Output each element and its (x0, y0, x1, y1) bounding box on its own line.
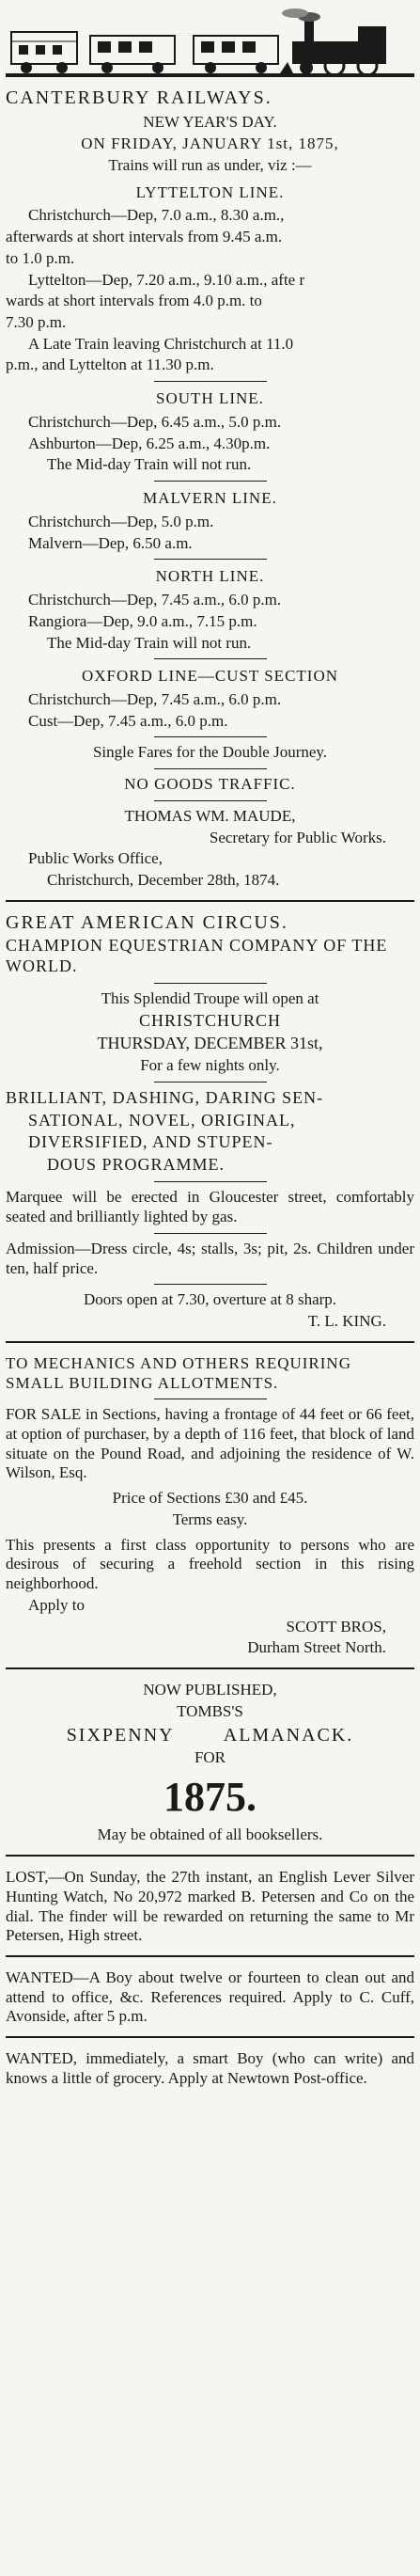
mechanics-price: Price of Sections £30 and £45. (112, 1489, 308, 1508)
almanack-obtain: May be obtained of all booksellers. (97, 1825, 323, 1844)
canterbury-signer: THOMAS WM. MAUDE, (124, 806, 296, 825)
circus-promo-4: DOUS PROGRAMME. (47, 1155, 226, 1175)
circus-signer: T. L. KING. (307, 1312, 386, 1331)
malvern-line-1: Christchurch—Dep, 5.0 p.m. (28, 512, 214, 530)
divider (154, 800, 267, 801)
divider (154, 1181, 267, 1182)
mechanics-signer: SCOTT BROS, (286, 1617, 386, 1636)
oxford-head: OXFORD LINE—CUST SECTION (81, 667, 339, 686)
mechanics-title: TO MECHANICS AND OTHERS REQUIRING SMALL BUILDING ALLOTMENTS. (6, 1353, 351, 1392)
lyttelton-line-3: to 1.0 p.m. (6, 248, 75, 267)
circus-subtitle: CHAMPION EQUESTRIAN COMPANY OF THE WORLD. (6, 936, 388, 976)
oxford-line-1: Christchurch—Dep, 7.45 a.m., 6.0 p.m. (28, 690, 282, 709)
circus-promo-2: SATIONAL, NOVEL, ORIGINAL, (28, 1110, 296, 1130)
lyttelton-line-7: A Late Train leaving Christchurch at 11.0 (28, 334, 294, 353)
lyttelton-line-8: p.m., and Lyttelton at 11.30 p.m. (6, 356, 214, 374)
goods-note: NO GOODS TRAFFIC. (124, 775, 296, 794)
oxford-line-2: Cust—Dep, 7.45 a.m., 6.0 p.m. (28, 711, 228, 730)
divider (154, 1233, 267, 1234)
canterbury-office-date: Christchurch, December 28th, 1874. (47, 871, 280, 890)
lyttelton-line-5: wards at short intervals from 4.0 p.m. to (6, 292, 262, 310)
malvern-line-2: Malvern—Dep, 6.50 a.m. (28, 533, 193, 552)
circus-admission: Admission—Dress circle, 4s; stalls, 3s; pit, 2s. Children under ten, half price. (6, 1239, 414, 1277)
north-head: NORTH LINE. (155, 567, 265, 586)
canterbury-railways-ad (6, 83, 414, 902)
north-line-3: The Mid-day Train will not run. (47, 633, 252, 652)
north-line-2: Rangiora—Dep, 9.0 a.m., 7.15 p.m. (28, 611, 257, 630)
divider (154, 658, 267, 659)
divider (154, 1284, 267, 1285)
lyttelton-line-2: afterwards at short intervals from 9.45 a.m. (6, 228, 283, 246)
divider (154, 559, 267, 560)
fares-note: Single Fares for the Double Journey. (92, 743, 328, 762)
mechanics-terms: Terms easy. (172, 1509, 248, 1528)
divider (154, 768, 267, 769)
wanted-ad-2 (6, 2044, 414, 2097)
south-head: SOUTH LINE. (156, 389, 264, 408)
canterbury-intro: Trains will run as under, viz :— (108, 155, 312, 174)
wanted-1-body: WANTED—A Boy about twelve or fourteen to clean out and attend to office, &c. References required. Apply to C. Cuff, Avonside, after 5 p.m. (6, 1968, 414, 2026)
mechanics-address: Durham Street North. (247, 1638, 386, 1657)
almanack-published: NOW PUBLISHED, (143, 1681, 277, 1699)
almanack-for: FOR (194, 1747, 226, 1766)
canterbury-title (6, 87, 414, 109)
divider (154, 983, 267, 984)
canterbury-day: NEW YEAR'S DAY. (143, 113, 277, 132)
south-line-1: Christchurch—Dep, 6.45 a.m., 5.0 p.m. (28, 412, 282, 431)
mechanics-opportunity: This presents a first class opportunity to persons who are desirous of securing a freehold section in this rising neighborhood. (6, 1535, 414, 1593)
circus-title: GREAT AMERICAN CIRCUS. (6, 911, 288, 933)
mechanics-ad (6, 1349, 414, 1669)
circus-city: CHRISTCHURCH (138, 1010, 282, 1030)
circus-promo-1: BRILLIANT, DASHING, DARING SEN- (6, 1087, 324, 1107)
almanack-ad (6, 1675, 414, 1857)
almanack-title-1: SIXPENNY (66, 1724, 174, 1746)
train-banner (6, 4, 414, 77)
canterbury-signer-title: Secretary for Public Works. (209, 828, 386, 846)
divider (154, 736, 267, 737)
locomotive-illustration (6, 8, 414, 75)
lyttelton-line-6: 7.30 p.m. (6, 313, 67, 331)
canterbury-office: Public Works Office, (28, 849, 163, 868)
lost-ad (6, 1862, 414, 1957)
almanack-title (6, 1724, 414, 1746)
almanack-title-2: ALMANACK. (223, 1724, 354, 1746)
circus-troupe: This Splendid Troupe will open at (101, 989, 319, 1008)
circus-promo-3: DIVERSIFIED, AND STUPEN- (28, 1132, 273, 1152)
almanack-year: 1875. (163, 1773, 257, 1820)
divider (154, 1082, 267, 1083)
lost-body: LOST,—On Sunday, the 27th instant, an English Lever Silver Hunting Watch, No 20,972 marked B. Petersen and Co on the dial. The finder will be rewarded on returning the same to Mr Petersen, High street. (6, 1868, 414, 1945)
almanack-publisher: TOMBS'S (177, 1701, 243, 1720)
mechanics-body: FOR SALE in Sections, having a frontage of 44 feet or 66 feet, at option of purchaser, by a depth of 116 feet, that block of land situate on the Pound Road, and adjoining the residence of W. Wilson, Esq. (6, 1405, 414, 1482)
north-line-1: Christchurch—Dep, 7.45 a.m., 6.0 p.m. (28, 591, 282, 609)
wanted-ad-1 (6, 1963, 414, 2038)
circus-doors: Doors open at 7.30, overture at 8 sharp. (83, 1290, 337, 1309)
circus-date: THURSDAY, DECEMBER 31st, (97, 1033, 323, 1052)
south-line-2: Ashburton—Dep, 6.25 a.m., 4.30p.m. (28, 434, 271, 452)
divider (154, 481, 267, 482)
circus-ad (6, 908, 414, 1343)
wanted-2-body: WANTED, immediately, a smart Boy (who can write) and knows a little of grocery. Apply at Newtown Post-office. (6, 2049, 414, 2087)
divider (154, 381, 267, 382)
mechanics-apply: Apply to (28, 1595, 85, 1614)
canterbury-date: ON FRIDAY, JANUARY 1st, 1875, (81, 134, 339, 153)
south-line-3: The Mid-day Train will not run. (47, 455, 252, 474)
canterbury-title-text: CANTERBURY RAILWAYS. (6, 87, 272, 108)
malvern-head: MALVERN LINE. (143, 489, 277, 508)
circus-marquee: Marquee will be erected in Gloucester street, comfortably seated and brilliantly lighted by gas. (6, 1188, 414, 1226)
lyttelton-line-4: Lyttelton—Dep, 7.20 a.m., 9.10 a.m., afte r (28, 270, 305, 289)
lyttelton-head: LYTTELTON LINE. (135, 182, 285, 201)
lyttelton-line-1: Christchurch—Dep, 7.0 a.m., 8.30 a.m., (28, 206, 285, 225)
circus-nights: For a few nights only. (140, 1055, 280, 1074)
